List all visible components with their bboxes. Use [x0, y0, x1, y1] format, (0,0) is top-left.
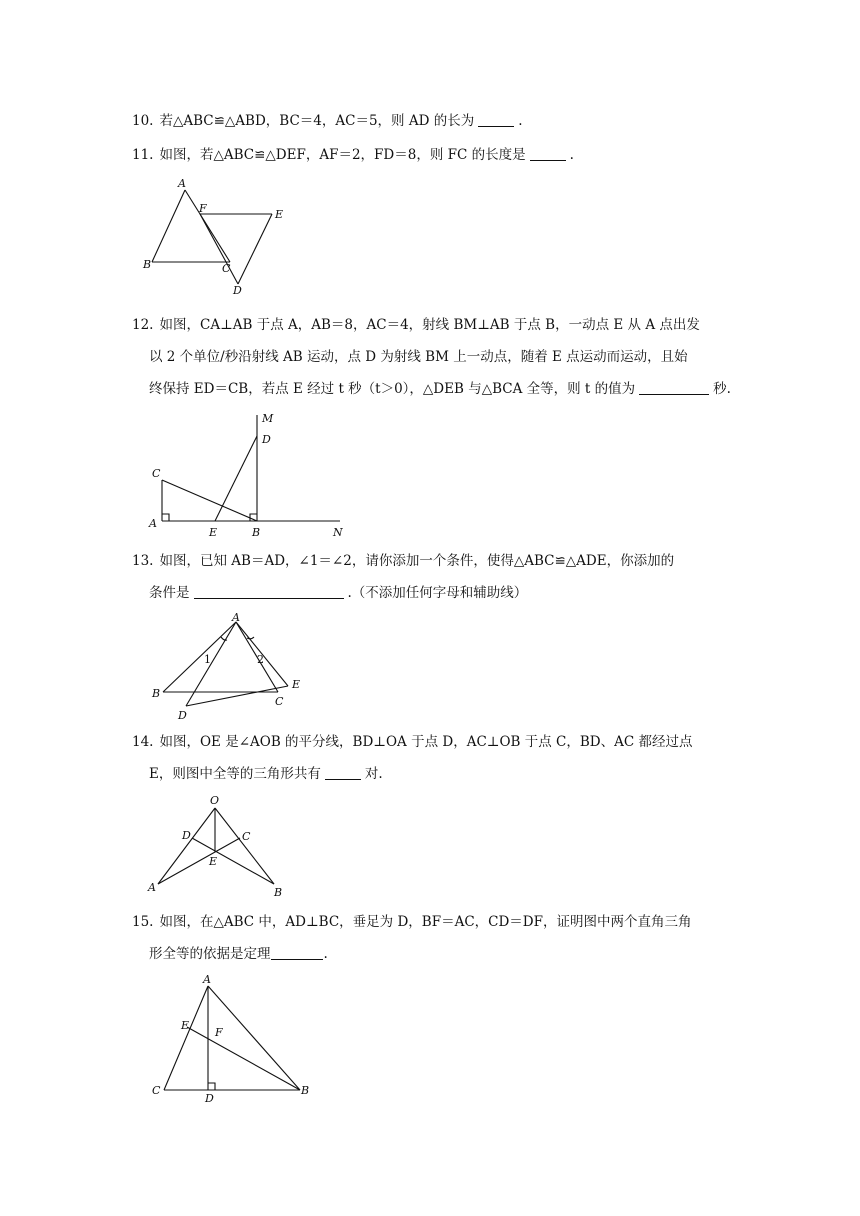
question-number: 15.	[132, 914, 154, 930]
question-number: 12.	[132, 317, 154, 333]
label-E: E	[181, 1019, 190, 1032]
question-12: 12. 如图，CA⊥AB 于点 A，AB＝8，AC＝4，射线 BM⊥AB 于点 B，一动点 E 从 A 点出发 以 2 个单位/秒沿射线 AB 运动，点 D 为射线 BM 上一动点，随着 E 点运动而运动，且始 终保持 ED＝CB，若点 E 经过 t 秒（t＞0），△DEB 与△BCA 全等，则 t 的值为 秒.	[132, 317, 731, 397]
label-B: B	[143, 258, 152, 271]
figure-q15	[150, 972, 330, 1107]
question-text-line2: E，则图中全等的三角形共有	[149, 766, 321, 782]
label-F: F	[215, 1026, 223, 1039]
question-number: 13.	[132, 553, 154, 569]
question-number: 10.	[132, 113, 154, 129]
question-text-line3: 终保持 ED＝CB，若点 E 经过 t 秒（t＞0），△DEB 与△BCA 全等，则 t 的值为	[149, 381, 636, 397]
label-angle-2: 2	[257, 653, 264, 666]
question-text-line1: 如图，已知 AB＝AD，∠1＝∠2，请你添加一个条件，使得△ABC≌△ADE，你添加的	[159, 553, 675, 569]
label-A: A	[232, 611, 240, 624]
label-A: A	[178, 177, 186, 190]
figure-q13	[148, 612, 318, 722]
answer-blank[interactable]	[271, 945, 323, 960]
label-C: C	[275, 695, 284, 708]
label-D: D	[205, 1092, 214, 1105]
question-10: 10. 若△ABC≌△ABD，BC＝4，AC＝5，则 AD 的长为 .	[132, 113, 523, 129]
answer-blank[interactable]	[530, 146, 566, 161]
label-A: A	[148, 881, 156, 894]
label-B: B	[301, 1084, 310, 1097]
label-N: N	[333, 526, 343, 539]
question-13: 13. 如图，已知 AB＝AD，∠1＝∠2，请你添加一个条件，使得△ABC≌△ADE，你添加的 条件是 .（不添加任何字母和辅助线）	[132, 553, 675, 601]
label-B: B	[274, 886, 283, 899]
label-B: B	[152, 687, 161, 700]
question-14: 14. 如图，OE 是∠AOB 的平分线，BD⊥OA 于点 D，AC⊥OB 于点 C，BD、AC 都经过点 E，则图中全等的三角形共有 对.	[132, 734, 693, 782]
figure-q11	[140, 172, 290, 302]
question-text: 若△ABC≌△ABD，BC＝4，AC＝5，则 AD 的长为	[159, 113, 475, 129]
label-F: F	[199, 202, 207, 215]
question-text-line1: 如图，在△ABC 中，AD⊥BC，垂足为 D，BF＝AC，CD＝DF，证明图中两个直角三角	[159, 914, 692, 930]
question-number: 11.	[132, 147, 154, 163]
label-E: E	[275, 208, 284, 221]
label-D: D	[233, 284, 242, 297]
label-E: E	[209, 855, 218, 868]
label-M: M	[262, 412, 274, 425]
label-C: C	[242, 830, 251, 843]
figure-q12	[145, 410, 360, 540]
label-D: D	[182, 829, 191, 842]
question-text-line2: 形全等的依据是定理	[149, 946, 271, 962]
question-number: 14.	[132, 734, 154, 750]
answer-blank[interactable]	[325, 765, 361, 780]
label-C: C	[152, 1084, 161, 1097]
question-text: 如图，若△ABC≌△DEF，AF＝2，FD＝8，则 FC 的长度是	[159, 147, 526, 163]
label-A: A	[203, 973, 211, 986]
question-text-line1: 如图，CA⊥AB 于点 A，AB＝8，AC＝4，射线 BM⊥AB 于点 B，一动点 E 从 A 点出发	[159, 317, 700, 333]
label-C: C	[152, 467, 161, 480]
question-11: 11. 如图，若△ABC≌△DEF，AF＝2，FD＝8，则 FC 的长度是 .	[132, 147, 574, 163]
label-E: E	[209, 526, 218, 539]
question-text-line2: 条件是	[149, 585, 190, 601]
question-15: 15. 如图，在△ABC 中，AD⊥BC，垂足为 D，BF＝AC，CD＝DF，证明图中两个直角三角 形全等的依据是定理 .	[132, 914, 692, 962]
label-D: D	[178, 709, 187, 722]
label-B: B	[252, 526, 261, 539]
label-E: E	[292, 678, 301, 691]
question-text-line1: 如图，OE 是∠AOB 的平分线，BD⊥OA 于点 D，AC⊥OB 于点 C，BD、AC 都经过点	[159, 734, 693, 750]
answer-blank[interactable]	[639, 380, 709, 395]
label-C: C	[222, 262, 231, 275]
answer-blank[interactable]	[478, 112, 514, 127]
figure-q14	[140, 792, 300, 902]
label-O: O	[210, 794, 220, 807]
label-D: D	[262, 433, 271, 446]
question-text-line2: 以 2 个单位/秒沿射线 AB 运动，点 D 为射线 BM 上一动点，随着 E 点运动而运动，且始	[149, 349, 688, 365]
label-A: A	[149, 517, 157, 530]
label-angle-1: 1	[204, 653, 211, 666]
answer-blank[interactable]	[194, 584, 344, 599]
